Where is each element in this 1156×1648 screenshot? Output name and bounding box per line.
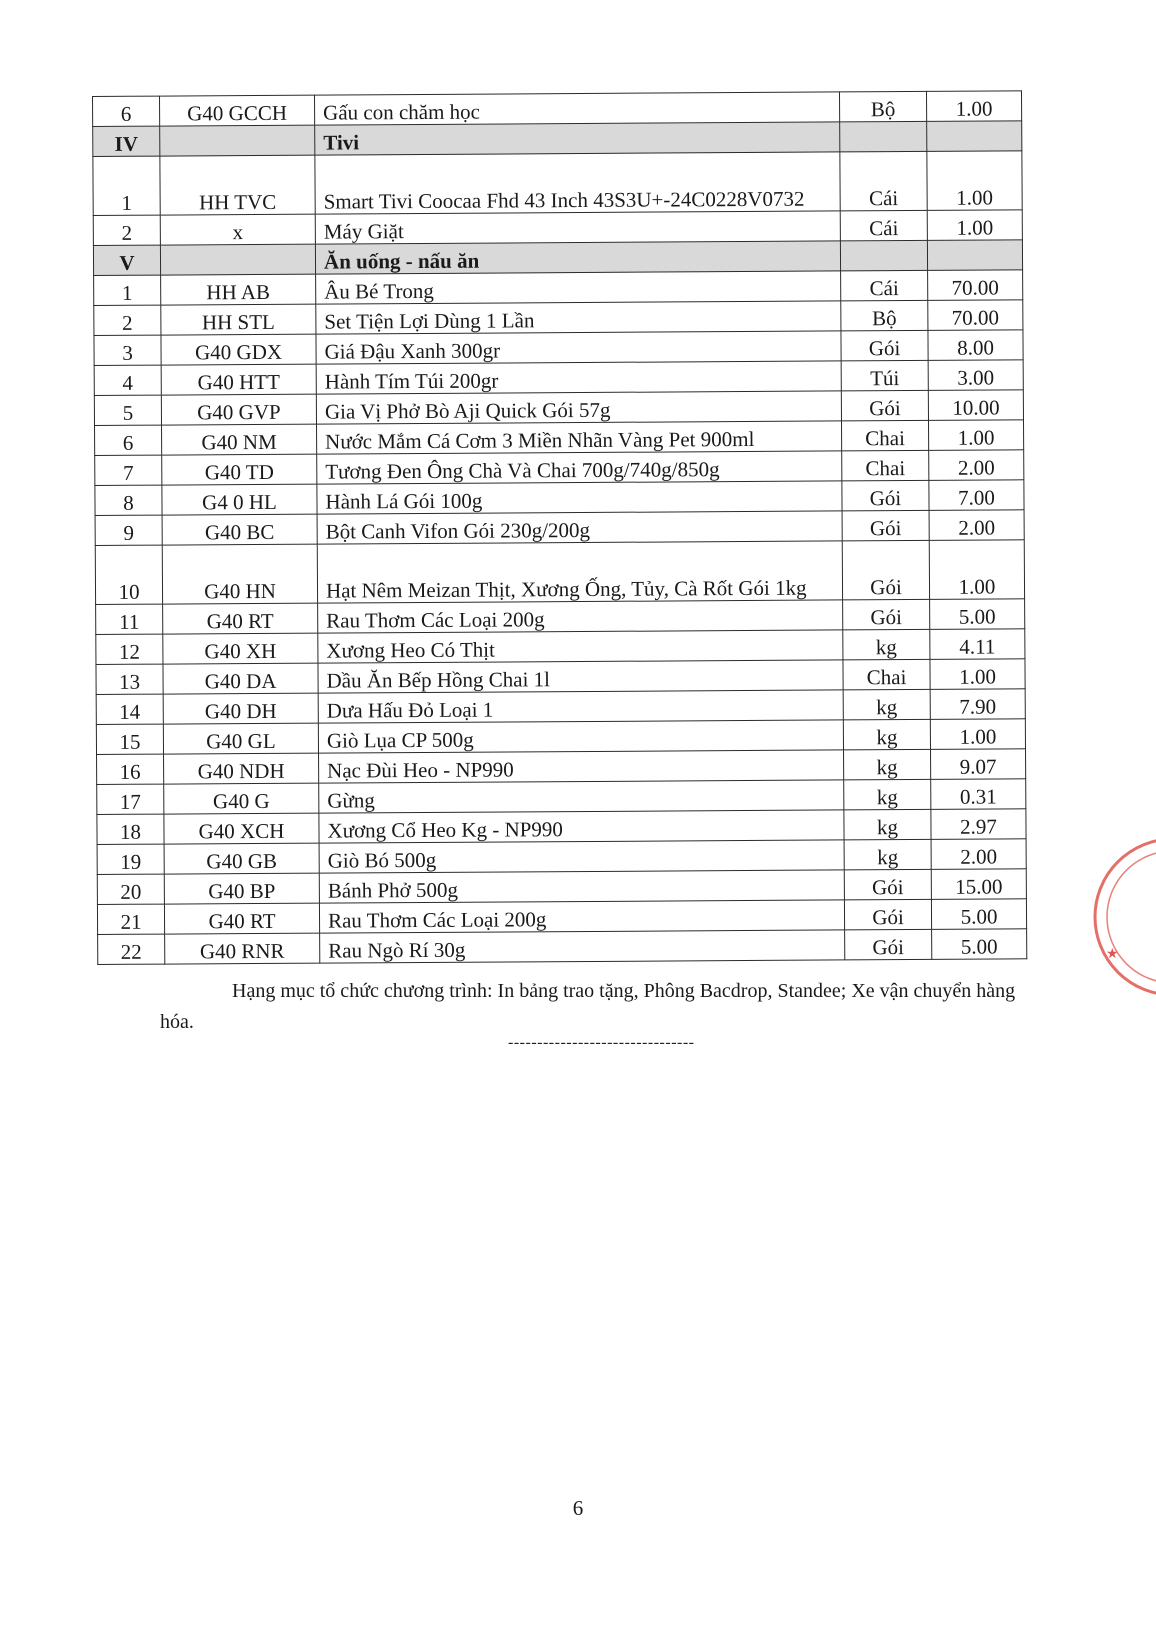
quantity-cell: 5.00 (930, 599, 1025, 630)
item-code-cell: G40 GVP (161, 394, 316, 425)
items-table (92, 90, 1027, 965)
row-number-cell: 1 (93, 156, 160, 215)
table-row (95, 450, 1024, 486)
item-name-cell: Gia Vị Phở Bò Aji Quick Gói 57g (316, 391, 841, 424)
item-name-cell: Ăn uống - nấu ăn (315, 241, 840, 274)
table-row (94, 330, 1023, 366)
quantity-cell: 15.00 (931, 869, 1026, 900)
row-number-cell: 20 (97, 874, 164, 904)
unit-cell: kg (844, 839, 931, 870)
unit-cell (840, 240, 927, 271)
item-code-cell: G40 G (164, 783, 319, 814)
quantity-cell: 7.90 (930, 689, 1025, 720)
row-number-cell: 11 (96, 604, 163, 634)
quantity-cell: 3.00 (928, 360, 1023, 391)
item-name-cell: Âu Bé Trong (316, 271, 841, 304)
quantity-cell: 70.00 (928, 270, 1023, 301)
table-row (96, 629, 1025, 665)
item-name-cell: Rau Thơm Các Loại 200g (319, 900, 844, 933)
item-code-cell: G40 NDH (164, 753, 319, 784)
item-code-cell: G4 0 HL (162, 484, 317, 515)
item-code-cell: G40 BC (162, 514, 317, 545)
program-note: Hạng mục tổ chức chương trình: In bảng trao tặng, Phông Bacdrop, Standee; Xe vận chuyển hàng hóa. (160, 980, 1016, 1033)
unit-cell: Gói (843, 599, 930, 630)
item-name-cell: Set Tiện Lợi Dùng 1 Lần (316, 301, 841, 334)
item-name-cell: Hành Lá Gói 100g (317, 481, 842, 514)
unit-cell: Cái (841, 270, 928, 301)
table-row (97, 899, 1026, 935)
table-row (94, 300, 1023, 336)
table-row (97, 779, 1026, 815)
table-row (96, 719, 1025, 755)
item-code-cell: HH STL (161, 304, 316, 335)
row-number-cell: 13 (96, 664, 163, 694)
row-number-cell: 6 (93, 96, 160, 126)
item-code-cell: HH AB (161, 274, 316, 305)
quantity-cell: 2.97 (931, 809, 1026, 840)
quantity-cell: 7.00 (929, 480, 1024, 511)
unit-cell: Bộ (839, 91, 926, 122)
row-number-cell: V (93, 245, 160, 275)
table-row (95, 480, 1024, 516)
item-code-cell: G40 RT (164, 903, 319, 934)
row-number-cell: 14 (96, 694, 163, 724)
row-number-cell: IV (93, 126, 160, 156)
table-row (95, 510, 1024, 546)
item-name-cell: Rau Thơm Các Loại 200g (318, 600, 843, 633)
unit-cell: kg (844, 749, 931, 780)
item-name-cell: Xương Cổ Heo Kg - NP990 (319, 810, 844, 843)
item-code-cell: G40 GL (163, 723, 318, 754)
row-number-cell: 9 (95, 515, 162, 545)
table-row (94, 390, 1023, 426)
item-name-cell: Smart Tivi Coocaa Fhd 43 Inch 43S3U+-24C0228V0732 (315, 152, 840, 214)
unit-cell: Túi (841, 360, 928, 391)
unit-cell: Cái (840, 210, 927, 241)
row-number-cell: 18 (97, 814, 164, 844)
item-code-cell: G40 XCH (164, 813, 319, 844)
row-number-cell: 15 (96, 724, 163, 754)
quantity-cell: 5.00 (932, 929, 1027, 960)
unit-cell: Gói (841, 390, 928, 421)
item-name-cell: Máy Giặt (315, 211, 840, 244)
item-code-cell: G40 RNR (165, 933, 320, 964)
quantity-cell: 10.00 (928, 390, 1023, 421)
table-row (97, 839, 1026, 875)
item-code-cell: G40 BP (164, 873, 319, 904)
quantity-cell: 9.07 (931, 749, 1026, 780)
quantity-cell: 70.00 (928, 300, 1023, 331)
unit-cell: Chai (843, 659, 930, 690)
item-code-cell: G40 DH (163, 693, 318, 724)
item-name-cell: Giá Đậu Xanh 300gr (316, 331, 841, 364)
unit-cell: kg (843, 629, 930, 660)
seal-stamp (1068, 832, 1156, 1002)
item-code-cell: G40 NM (162, 424, 317, 455)
row-number-cell: 21 (97, 904, 164, 934)
item-code-cell: G40 HTT (161, 364, 316, 395)
row-number-cell: 1 (94, 275, 161, 305)
unit-cell: kg (843, 719, 930, 750)
quantity-cell: 1.00 (928, 420, 1023, 451)
item-code-cell: G40 DA (163, 663, 318, 694)
quantity-cell: 1.00 (926, 91, 1021, 122)
unit-cell: kg (844, 809, 931, 840)
table-row (93, 151, 1022, 216)
table-row (96, 689, 1025, 725)
item-code-cell: G40 GDX (161, 334, 316, 365)
item-name-cell: Bột Canh Vifon Gói 230g/200g (317, 511, 842, 544)
unit-cell: kg (844, 779, 931, 810)
row-number-cell: 12 (96, 634, 163, 664)
table-row (97, 749, 1026, 785)
item-name-cell: Dưa Hấu Đỏ Loại 1 (318, 690, 843, 723)
item-name-cell: Gừng (319, 780, 844, 813)
unit-cell: Gói (844, 899, 931, 930)
table-row (94, 270, 1023, 306)
row-number-cell: 3 (94, 335, 161, 365)
quantity-cell: 2.00 (929, 450, 1024, 481)
unit-cell: Gói (844, 869, 931, 900)
svg-text:★: ★ (1106, 946, 1119, 962)
unit-cell: Gói (842, 480, 929, 511)
unit-cell: kg (843, 689, 930, 720)
unit-cell (840, 121, 927, 152)
unit-cell: Bộ (841, 300, 928, 331)
table-row (93, 91, 1022, 127)
item-name-cell: Dầu Ăn Bếp Hồng Chai 1l (318, 660, 843, 693)
unit-cell: Gói (841, 330, 928, 361)
items-table-body (93, 91, 1027, 965)
unit-cell: Cái (840, 151, 927, 211)
row-number-cell: 4 (94, 365, 161, 395)
row-number-cell: 19 (97, 844, 164, 874)
item-code-cell (160, 125, 315, 156)
unit-cell: Chai (842, 450, 929, 481)
item-code-cell: G40 RT (163, 603, 318, 634)
table-row (93, 210, 1022, 246)
quantity-cell: 4.11 (930, 629, 1025, 660)
item-code-cell: G40 GB (164, 843, 319, 874)
item-name-cell: Hành Tím Túi 200gr (316, 361, 841, 394)
item-name-cell: Nạc Đùi Heo - NP990 (319, 750, 844, 783)
table-row (97, 869, 1026, 905)
quantity-cell: 1.00 (929, 540, 1024, 600)
row-number-cell: 22 (98, 934, 165, 964)
item-name-cell: Rau Ngò Rí 30g (320, 930, 845, 963)
row-number-cell: 17 (97, 784, 164, 814)
row-number-cell: 7 (95, 455, 162, 485)
item-name-cell: Giò Lụa CP 500g (318, 720, 843, 753)
row-number-cell: 8 (95, 485, 162, 515)
item-name-cell: Giò Bó 500g (319, 840, 844, 873)
row-number-cell: 6 (95, 425, 162, 455)
item-code-cell: G40 GCCH (160, 95, 315, 126)
item-code-cell: x (160, 214, 315, 245)
quantity-cell (927, 240, 1022, 271)
item-code-cell: G40 HN (162, 544, 317, 604)
quantity-cell: 8.00 (928, 330, 1023, 361)
table-row (95, 420, 1024, 456)
unit-cell: Gói (842, 510, 929, 541)
quantity-cell: 0.31 (931, 779, 1026, 810)
unit-cell: Gói (845, 929, 932, 960)
page-number: 6 (572, 1496, 584, 1520)
item-name-cell: Nước Mắm Cá Cơm 3 Miền Nhãn Vàng Pet 900ml (317, 421, 842, 454)
item-name-cell: Xương Heo Có Thịt (318, 630, 843, 663)
quantity-cell: 2.00 (931, 839, 1026, 870)
item-name-cell: Tương Đen Ông Chà Và Chai 700g/740g/850g (317, 451, 842, 484)
table-row (96, 659, 1025, 695)
quantity-cell: 2.00 (929, 510, 1024, 541)
row-number-cell: 2 (94, 305, 161, 335)
item-name-cell: Gấu con chăm học (314, 92, 839, 125)
unit-cell: Gói (842, 540, 929, 600)
separator-line: -------------------------------- (508, 1034, 695, 1051)
row-number-cell: 2 (93, 215, 160, 245)
table-row (97, 809, 1026, 845)
item-name-cell: Bánh Phở 500g (319, 870, 844, 903)
item-code-cell: G40 XH (163, 633, 318, 664)
item-name-cell: Hạt Nêm Meizan Thịt, Xương Ống, Tủy, Cà Rốt Gói 1kg (317, 541, 842, 603)
item-code-cell (160, 244, 315, 275)
quantity-cell: 1.00 (927, 151, 1022, 211)
row-number-cell: 16 (97, 754, 164, 784)
item-code-cell: HH TVC (160, 155, 315, 215)
quantity-cell: 1.00 (930, 659, 1025, 690)
item-name-cell: Tivi (315, 122, 840, 155)
quantity-cell: 1.00 (927, 210, 1022, 241)
table-row (95, 540, 1024, 605)
quantity-cell: 5.00 (931, 899, 1026, 930)
table-row (96, 599, 1025, 635)
row-number-cell: 5 (94, 395, 161, 425)
unit-cell: Chai (841, 420, 928, 451)
item-code-cell: G40 TD (162, 454, 317, 485)
quantity-cell (927, 121, 1022, 152)
table-row (94, 360, 1023, 396)
table-row (98, 929, 1027, 965)
row-number-cell: 10 (95, 545, 162, 604)
quantity-cell: 1.00 (930, 719, 1025, 750)
